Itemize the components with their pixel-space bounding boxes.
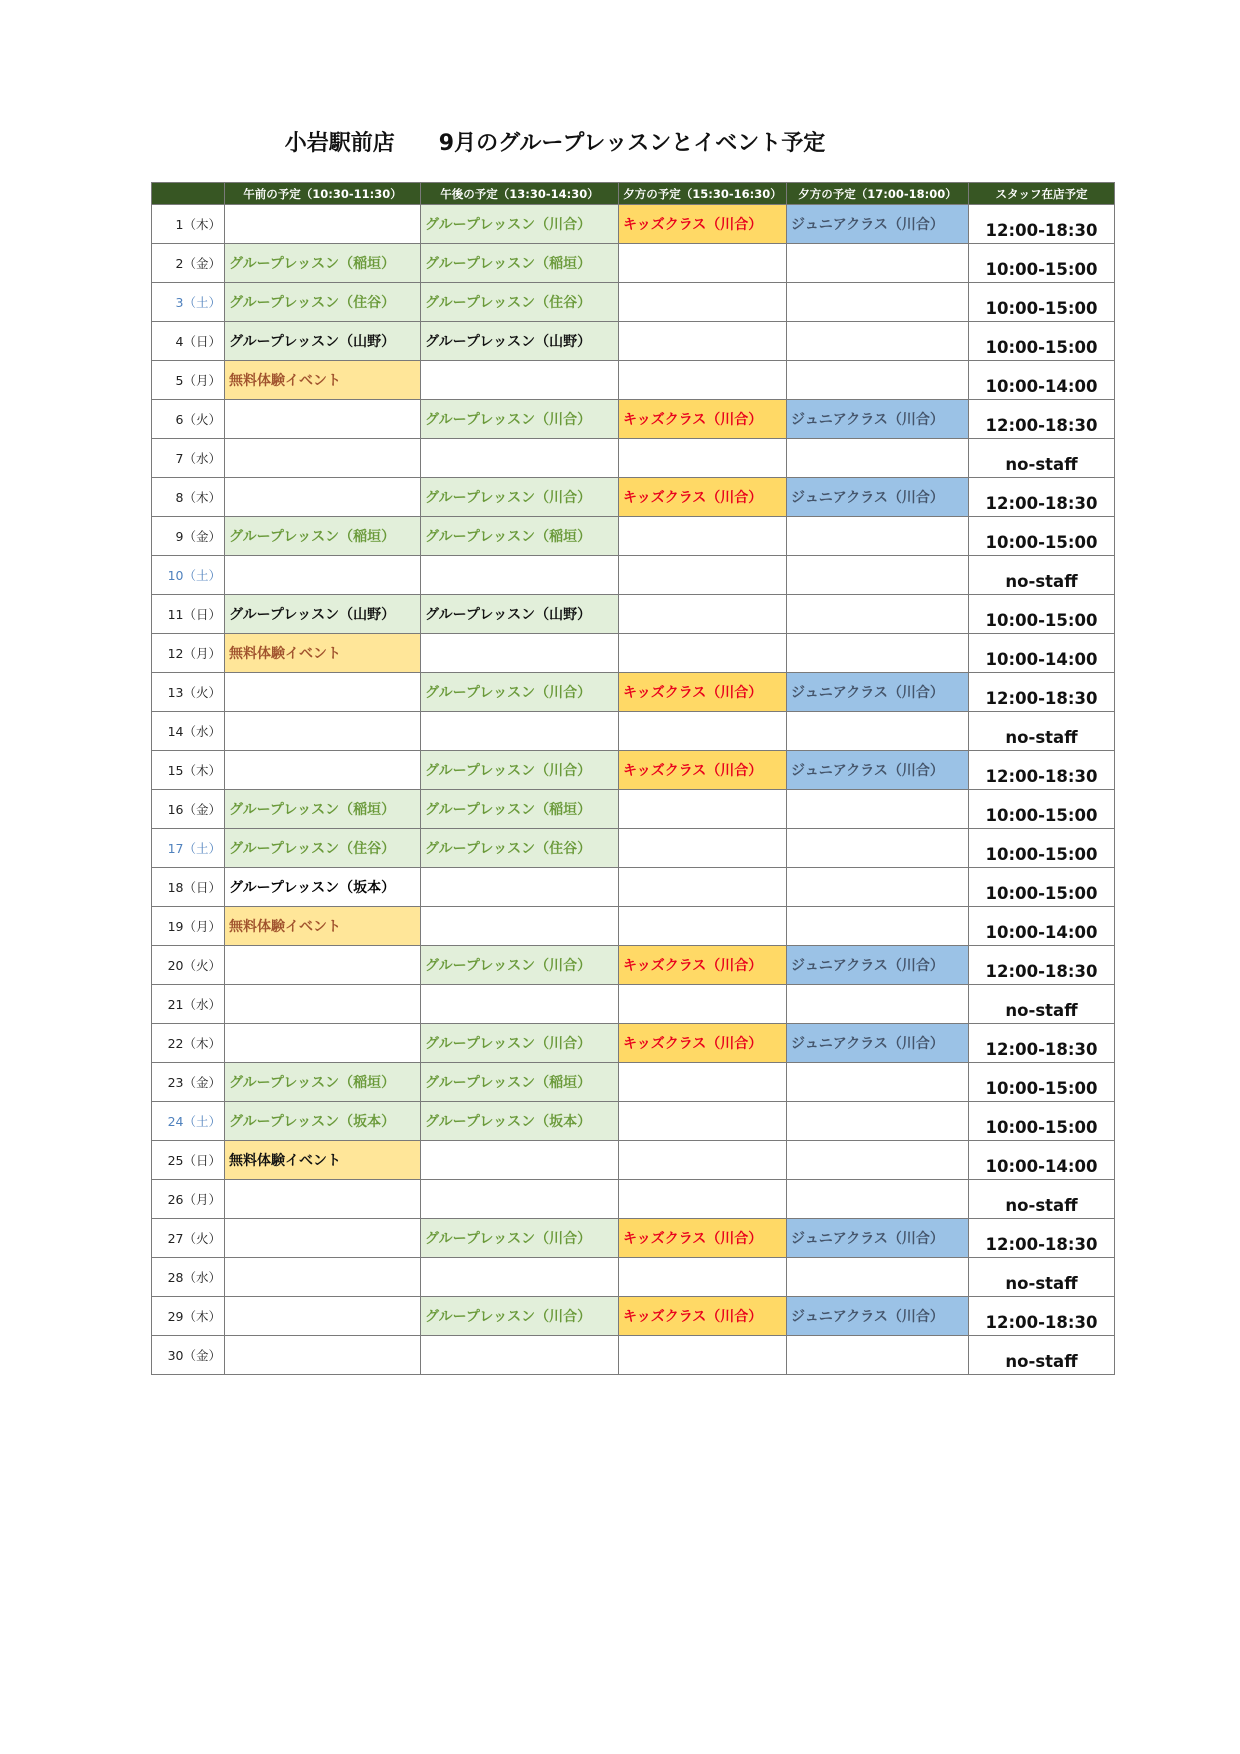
afternoon-cell: グループレッスン（川合） (421, 751, 619, 790)
evening-2-cell (787, 1258, 969, 1297)
evening-1-cell: キッズクラス（川合） (619, 1219, 787, 1258)
table-row (152, 1336, 1115, 1375)
date-cell: 8（木） (152, 478, 225, 517)
morning-cell (225, 1024, 421, 1063)
evening-1-cell (619, 790, 787, 829)
morning-cell (225, 985, 421, 1024)
morning-cell (225, 1336, 421, 1375)
morning-cell: グループレッスン（稲垣） (225, 517, 421, 556)
evening-2-cell: ジュニアクラス（川合） (787, 205, 969, 244)
date-cell: 2（金） (152, 244, 225, 283)
evening-2-cell (787, 517, 969, 556)
afternoon-cell: グループレッスン（稲垣） (421, 1063, 619, 1102)
evening-2-cell: ジュニアクラス（川合） (787, 751, 969, 790)
evening-2-cell (787, 244, 969, 283)
evening-1-cell (619, 244, 787, 283)
date-cell: 11（日） (152, 595, 225, 634)
date-cell: 5（月） (152, 361, 225, 400)
evening-2-cell (787, 829, 969, 868)
evening-1-cell (619, 439, 787, 478)
morning-cell: 無料体験イベント (225, 634, 421, 673)
evening-1-cell: キッズクラス（川合） (619, 205, 787, 244)
evening-1-cell: キッズクラス（川合） (619, 478, 787, 517)
staff-hours-cell: 10:00-15:00 (969, 1063, 1115, 1102)
evening-1-cell: キッズクラス（川合） (619, 400, 787, 439)
staff-hours-cell: 12:00-18:30 (969, 1024, 1115, 1063)
evening-1-cell (619, 1180, 787, 1219)
staff-hours-cell: 12:00-18:30 (969, 400, 1115, 439)
staff-hours-cell: no-staff (969, 556, 1115, 595)
afternoon-cell (421, 634, 619, 673)
morning-cell (225, 712, 421, 751)
table-row (152, 673, 1115, 712)
morning-cell (225, 751, 421, 790)
morning-cell: グループレッスン（稲垣） (225, 244, 421, 283)
staff-hours-cell: 10:00-15:00 (969, 1102, 1115, 1141)
evening-1-cell (619, 595, 787, 634)
table-row (152, 361, 1115, 400)
afternoon-cell (421, 361, 619, 400)
date-cell: 27（火） (152, 1219, 225, 1258)
date-cell: 18（日） (152, 868, 225, 907)
afternoon-cell: グループレッスン（住谷） (421, 283, 619, 322)
staff-hours-cell: 12:00-18:30 (969, 205, 1115, 244)
afternoon-cell (421, 439, 619, 478)
header-row (152, 183, 1115, 205)
table-row (152, 322, 1115, 361)
date-cell: 15（木） (152, 751, 225, 790)
morning-cell (225, 1219, 421, 1258)
morning-cell: グループレッスン（稲垣） (225, 1063, 421, 1102)
date-cell: 22（木） (152, 1024, 225, 1063)
date-cell: 3（土） (152, 283, 225, 322)
table-row (152, 1102, 1115, 1141)
afternoon-cell (421, 556, 619, 595)
morning-cell: グループレッスン（山野） (225, 595, 421, 634)
evening-1-cell (619, 1141, 787, 1180)
table-row (152, 985, 1115, 1024)
table-row (152, 1219, 1115, 1258)
table-row (152, 1180, 1115, 1219)
date-cell: 6（火） (152, 400, 225, 439)
staff-hours-cell: 10:00-15:00 (969, 244, 1115, 283)
evening-1-cell (619, 517, 787, 556)
evening-2-cell (787, 634, 969, 673)
staff-hours-cell: 10:00-15:00 (969, 829, 1115, 868)
date-cell: 14（水） (152, 712, 225, 751)
evening-2-cell: ジュニアクラス（川合） (787, 1297, 969, 1336)
evening-1-cell: キッズクラス（川合） (619, 751, 787, 790)
staff-hours-cell: 10:00-15:00 (969, 595, 1115, 634)
date-cell: 29（木） (152, 1297, 225, 1336)
staff-hours-cell: 10:00-15:00 (969, 868, 1115, 907)
table-row (152, 634, 1115, 673)
staff-hours-cell: no-staff (969, 439, 1115, 478)
evening-1-cell (619, 985, 787, 1024)
afternoon-cell: グループレッスン（川合） (421, 478, 619, 517)
header-evening-1: 夕方の予定（15:30-16:30） (619, 183, 787, 205)
date-cell: 13（火） (152, 673, 225, 712)
morning-cell (225, 1297, 421, 1336)
afternoon-cell: グループレッスン（山野） (421, 322, 619, 361)
staff-hours-cell: 10:00-14:00 (969, 634, 1115, 673)
morning-cell: グループレッスン（坂本） (225, 1102, 421, 1141)
evening-2-cell: ジュニアクラス（川合） (787, 1024, 969, 1063)
afternoon-cell: グループレッスン（住谷） (421, 829, 619, 868)
evening-1-cell (619, 322, 787, 361)
page-title: 小岩駅前店 9月のグループレッスンとイベント予定 (284, 131, 826, 156)
evening-1-cell (619, 634, 787, 673)
evening-2-cell: ジュニアクラス（川合） (787, 1219, 969, 1258)
evening-2-cell (787, 283, 969, 322)
afternoon-cell: グループレッスン（川合） (421, 205, 619, 244)
table-row (152, 790, 1115, 829)
staff-hours-cell: no-staff (969, 1180, 1115, 1219)
staff-hours-cell: no-staff (969, 712, 1115, 751)
staff-hours-cell: 10:00-15:00 (969, 517, 1115, 556)
evening-2-cell (787, 790, 969, 829)
morning-cell (225, 556, 421, 595)
date-cell: 12（月） (152, 634, 225, 673)
table-row (152, 556, 1115, 595)
evening-2-cell: ジュニアクラス（川合） (787, 946, 969, 985)
date-cell: 9（金） (152, 517, 225, 556)
morning-cell (225, 946, 421, 985)
header-staff: スタッフ在店予定 (969, 183, 1115, 205)
afternoon-cell: グループレッスン（坂本） (421, 1102, 619, 1141)
evening-2-cell (787, 1180, 969, 1219)
evening-1-cell (619, 1258, 787, 1297)
staff-hours-cell: 12:00-18:30 (969, 751, 1115, 790)
morning-cell (225, 478, 421, 517)
morning-cell: グループレッスン（稲垣） (225, 790, 421, 829)
afternoon-cell (421, 712, 619, 751)
table-row (152, 400, 1115, 439)
table-row (152, 595, 1115, 634)
header-evening-2: 夕方の予定（17:00-18:00） (787, 183, 969, 205)
morning-cell (225, 400, 421, 439)
staff-hours-cell: 10:00-15:00 (969, 322, 1115, 361)
afternoon-cell: グループレッスン（川合） (421, 1024, 619, 1063)
staff-hours-cell: 10:00-14:00 (969, 1141, 1115, 1180)
staff-hours-cell: 12:00-18:30 (969, 478, 1115, 517)
morning-cell: グループレッスン（住谷） (225, 829, 421, 868)
evening-2-cell (787, 1102, 969, 1141)
afternoon-cell: グループレッスン（稲垣） (421, 790, 619, 829)
date-cell: 28（水） (152, 1258, 225, 1297)
afternoon-cell: グループレッスン（川合） (421, 946, 619, 985)
evening-1-cell (619, 556, 787, 595)
evening-2-cell (787, 985, 969, 1024)
afternoon-cell: グループレッスン（川合） (421, 673, 619, 712)
table-row (152, 1141, 1115, 1180)
staff-hours-cell: 12:00-18:30 (969, 946, 1115, 985)
evening-2-cell (787, 322, 969, 361)
table-row (152, 205, 1115, 244)
table-row (152, 478, 1115, 517)
table-row (152, 946, 1115, 985)
morning-cell: 無料体験イベント (225, 907, 421, 946)
evening-2-cell (787, 439, 969, 478)
table-row (152, 1063, 1115, 1102)
evening-2-cell (787, 712, 969, 751)
morning-cell: グループレッスン（住谷） (225, 283, 421, 322)
afternoon-cell (421, 1180, 619, 1219)
morning-cell (225, 1258, 421, 1297)
afternoon-cell: グループレッスン（稲垣） (421, 244, 619, 283)
date-cell: 1（木） (152, 205, 225, 244)
staff-hours-cell: 10:00-14:00 (969, 361, 1115, 400)
afternoon-cell: グループレッスン（川合） (421, 400, 619, 439)
date-cell: 24（土） (152, 1102, 225, 1141)
evening-1-cell (619, 361, 787, 400)
staff-hours-cell: 10:00-15:00 (969, 790, 1115, 829)
table-row (152, 907, 1115, 946)
evening-1-cell (619, 283, 787, 322)
staff-hours-cell: no-staff (969, 985, 1115, 1024)
evening-2-cell (787, 1336, 969, 1375)
date-cell: 7（水） (152, 439, 225, 478)
evening-2-cell (787, 907, 969, 946)
evening-1-cell (619, 829, 787, 868)
staff-hours-cell: 12:00-18:30 (969, 1219, 1115, 1258)
staff-hours-cell: 10:00-14:00 (969, 907, 1115, 946)
date-cell: 16（金） (152, 790, 225, 829)
schedule-body (152, 205, 1115, 1375)
table-row (152, 439, 1115, 478)
staff-hours-cell: no-staff (969, 1258, 1115, 1297)
date-cell: 23（金） (152, 1063, 225, 1102)
date-cell: 19（月） (152, 907, 225, 946)
table-row (152, 517, 1115, 556)
table-row (152, 1258, 1115, 1297)
afternoon-cell (421, 985, 619, 1024)
table-row (152, 751, 1115, 790)
evening-2-cell: ジュニアクラス（川合） (787, 673, 969, 712)
afternoon-cell: グループレッスン（川合） (421, 1297, 619, 1336)
afternoon-cell: グループレッスン（稲垣） (421, 517, 619, 556)
afternoon-cell (421, 1336, 619, 1375)
morning-cell: 無料体験イベント (225, 361, 421, 400)
date-cell: 20（火） (152, 946, 225, 985)
evening-1-cell (619, 1102, 787, 1141)
table-row (152, 712, 1115, 751)
morning-cell: 無料体験イベント (225, 1141, 421, 1180)
evening-1-cell (619, 907, 787, 946)
evening-2-cell (787, 595, 969, 634)
evening-1-cell (619, 1063, 787, 1102)
date-cell: 21（水） (152, 985, 225, 1024)
table-row (152, 1024, 1115, 1063)
staff-hours-cell: 10:00-15:00 (969, 283, 1115, 322)
table-row (152, 244, 1115, 283)
schedule-table (151, 182, 1115, 1375)
table-row (152, 868, 1115, 907)
evening-2-cell (787, 361, 969, 400)
morning-cell (225, 439, 421, 478)
afternoon-cell (421, 868, 619, 907)
table-row (152, 283, 1115, 322)
morning-cell: グループレッスン（山野） (225, 322, 421, 361)
header-morning: 午前の予定（10:30-11:30） (225, 183, 421, 205)
header-date (152, 183, 225, 205)
evening-1-cell: キッズクラス（川合） (619, 946, 787, 985)
evening-2-cell: ジュニアクラス（川合） (787, 478, 969, 517)
date-cell: 10（土） (152, 556, 225, 595)
evening-1-cell (619, 868, 787, 907)
evening-1-cell: キッズクラス（川合） (619, 1024, 787, 1063)
afternoon-cell: グループレッスン（川合） (421, 1219, 619, 1258)
date-cell: 4（日） (152, 322, 225, 361)
date-cell: 17（土） (152, 829, 225, 868)
date-cell: 30（金） (152, 1336, 225, 1375)
afternoon-cell: グループレッスン（山野） (421, 595, 619, 634)
evening-2-cell (787, 1141, 969, 1180)
evening-2-cell (787, 868, 969, 907)
afternoon-cell (421, 907, 619, 946)
header-afternoon: 午後の予定（13:30-14:30） (421, 183, 619, 205)
afternoon-cell (421, 1141, 619, 1180)
morning-cell (225, 673, 421, 712)
morning-cell: グループレッスン（坂本） (225, 868, 421, 907)
evening-1-cell: キッズクラス（川合） (619, 1297, 787, 1336)
evening-2-cell (787, 556, 969, 595)
staff-hours-cell: 12:00-18:30 (969, 1297, 1115, 1336)
evening-1-cell: キッズクラス（川合） (619, 673, 787, 712)
afternoon-cell (421, 1258, 619, 1297)
table-row (152, 1297, 1115, 1336)
evening-1-cell (619, 1336, 787, 1375)
date-cell: 25（日） (152, 1141, 225, 1180)
table-row (152, 829, 1115, 868)
evening-1-cell (619, 712, 787, 751)
morning-cell (225, 205, 421, 244)
evening-2-cell: ジュニアクラス（川合） (787, 400, 969, 439)
staff-hours-cell: 12:00-18:30 (969, 673, 1115, 712)
evening-2-cell (787, 1063, 969, 1102)
staff-hours-cell: no-staff (969, 1336, 1115, 1375)
morning-cell (225, 1180, 421, 1219)
date-cell: 26（月） (152, 1180, 225, 1219)
